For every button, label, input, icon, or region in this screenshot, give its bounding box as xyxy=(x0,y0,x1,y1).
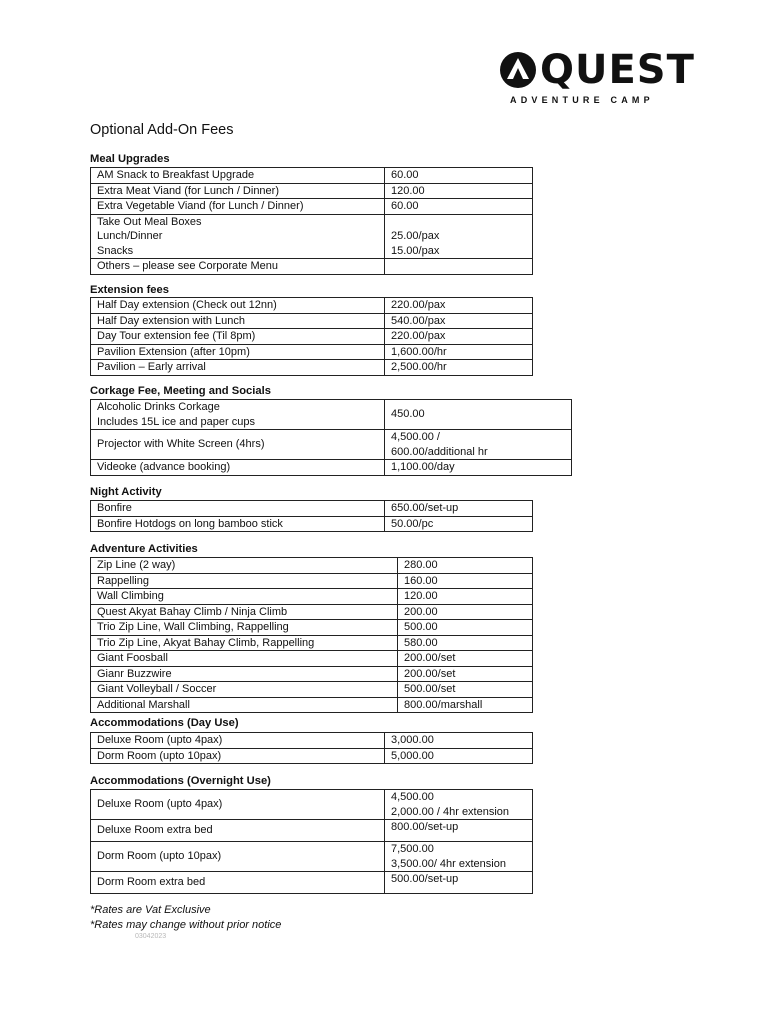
brand-tagline: ADVENTURE CAMP xyxy=(510,95,654,105)
table-row xyxy=(91,635,533,651)
item-cell: Giant Foosball xyxy=(91,651,398,667)
price-cell: 500.00/set xyxy=(398,682,533,698)
price-cell: 200.00/set xyxy=(398,651,533,667)
item-cell: Quest Akyat Bahay Climb / Ninja Climb xyxy=(91,604,398,620)
quest-logo xyxy=(498,47,695,110)
price-line: 4,500.00 / xyxy=(391,431,440,443)
item-cell: Rappelling xyxy=(91,573,398,589)
vat-note: *Rates are Vat Exclusive xyxy=(90,904,211,916)
item-cell: Giant Volleyball / Soccer xyxy=(91,682,398,698)
price-cell xyxy=(385,790,533,820)
item-cell: Pavilion Extension (after 10pm) xyxy=(91,344,385,360)
price-cell xyxy=(385,214,533,259)
tent-in-circle-icon xyxy=(498,50,538,90)
price-cell: 450.00 xyxy=(385,400,572,430)
item-cell: Dorm Room (upto 10pax) xyxy=(91,748,385,764)
item-cell: Additional Marshall xyxy=(91,697,398,713)
item-cell: Trio Zip Line, Akyat Bahay Climb, Rappelling xyxy=(91,635,398,651)
table-row xyxy=(91,733,533,749)
price-cell: 3,000.00 xyxy=(385,733,533,749)
price-cell xyxy=(385,259,533,275)
price-cell: 60.00 xyxy=(385,168,533,184)
price-cell: 800.00/set-up xyxy=(385,820,533,842)
meal-upgrades-table xyxy=(90,167,533,275)
price-cell: 280.00 xyxy=(398,558,533,574)
extension-fees-table xyxy=(90,297,533,376)
price-cell: 200.00/set xyxy=(398,666,533,682)
item-cell: Extra Meat Viand (for Lunch / Dinner) xyxy=(91,183,385,199)
item-cell: Bonfire xyxy=(91,501,385,517)
rate-change-note: *Rates may change without prior notice xyxy=(90,919,282,931)
table-row xyxy=(91,430,572,460)
price-cell: 580.00 xyxy=(398,635,533,651)
table-row xyxy=(91,298,533,314)
item-cell: Videoke (advance booking) xyxy=(91,460,385,476)
table-row xyxy=(91,259,533,275)
price-line: 25.00/pax xyxy=(391,230,440,242)
day-use-table xyxy=(90,732,533,764)
table-row xyxy=(91,183,533,199)
table-row xyxy=(91,501,533,517)
table-row xyxy=(91,400,572,430)
table-row xyxy=(91,214,533,259)
price-cell: 200.00 xyxy=(398,604,533,620)
item-cell: Trio Zip Line, Wall Climbing, Rappelling xyxy=(91,620,398,636)
table-row xyxy=(91,666,533,682)
section-heading-extension: Extension fees xyxy=(90,284,169,296)
table-row xyxy=(91,168,533,184)
price-cell: 800.00/marshall xyxy=(398,697,533,713)
item-cell: Deluxe Room (upto 4pax) xyxy=(91,790,385,820)
table-row xyxy=(91,748,533,764)
item-line: Includes 15L ice and paper cups xyxy=(97,415,255,428)
adventure-activities-table xyxy=(90,557,533,713)
document-title: Optional Add-On Fees xyxy=(90,122,234,138)
price-line: 4,500.00 xyxy=(391,791,434,803)
price-cell: 650.00/set-up xyxy=(385,501,533,517)
item-cell: Extra Vegetable Viand (for Lunch / Dinner) xyxy=(91,199,385,215)
corkage-table xyxy=(90,399,572,476)
item-line: Alcoholic Drinks Corkage xyxy=(97,401,220,413)
item-cell: Wall Climbing xyxy=(91,589,398,605)
table-row xyxy=(91,620,533,636)
table-row xyxy=(91,344,533,360)
overnight-use-table xyxy=(90,789,533,894)
section-heading-corkage: Corkage Fee, Meeting and Socials xyxy=(90,385,271,397)
price-line: 2,000.00 / 4hr extension xyxy=(391,805,510,818)
item-cell: Dorm Room extra bed xyxy=(91,872,385,894)
item-cell: Bonfire Hotdogs on long bamboo stick xyxy=(91,516,385,532)
table-row xyxy=(91,697,533,713)
table-row xyxy=(91,558,533,574)
price-cell: 160.00 xyxy=(398,573,533,589)
item-cell: Others – please see Corporate Menu xyxy=(91,259,385,275)
item-cell: Deluxe Room extra bed xyxy=(91,820,385,842)
table-row xyxy=(91,820,533,842)
price-cell xyxy=(385,430,572,460)
section-heading-overnight: Accommodations (Overnight Use) xyxy=(90,775,271,787)
price-cell: 50.00/pc xyxy=(385,516,533,532)
item-cell: Half Day extension with Lunch xyxy=(91,313,385,329)
night-activity-table xyxy=(90,500,533,532)
price-line: 600.00/additional hr xyxy=(391,445,488,458)
brand-name: QUEST xyxy=(540,47,695,93)
table-row xyxy=(91,329,533,345)
item-cell xyxy=(91,400,385,430)
price-cell: 120.00 xyxy=(398,589,533,605)
price-line xyxy=(391,215,526,230)
price-cell: 60.00 xyxy=(385,199,533,215)
item-cell xyxy=(91,214,385,259)
price-line: 7,500.00 xyxy=(391,843,434,855)
price-cell: 220.00/pax xyxy=(385,329,533,345)
price-cell: 5,000.00 xyxy=(385,748,533,764)
price-cell: 2,500.00/hr xyxy=(385,360,533,376)
item-cell: Projector with White Screen (4hrs) xyxy=(91,430,385,460)
item-cell: Deluxe Room (upto 4pax) xyxy=(91,733,385,749)
section-heading-adventure: Adventure Activities xyxy=(90,543,198,555)
price-line: 15.00/pax xyxy=(391,244,440,257)
price-cell: 1,600.00/hr xyxy=(385,344,533,360)
date-stamp: 03042023 xyxy=(135,933,167,940)
table-row xyxy=(91,516,533,532)
price-cell: 120.00 xyxy=(385,183,533,199)
table-row xyxy=(91,360,533,376)
item-cell: Day Tour extension fee (Til 8pm) xyxy=(91,329,385,345)
price-cell: 500.00/set-up xyxy=(385,872,533,894)
section-heading-meal: Meal Upgrades xyxy=(90,153,170,165)
table-row xyxy=(91,199,533,215)
item-cell: Zip Line (2 way) xyxy=(91,558,398,574)
table-row xyxy=(91,604,533,620)
price-cell xyxy=(385,842,533,872)
section-heading-day-use: Accommodations (Day Use) xyxy=(90,717,239,729)
table-row xyxy=(91,651,533,667)
table-row xyxy=(91,790,533,820)
table-row xyxy=(91,573,533,589)
section-heading-night: Night Activity xyxy=(90,486,162,498)
price-line: 3,500.00/ 4hr extension xyxy=(391,857,506,870)
item-line: Snacks xyxy=(97,244,134,257)
price-cell: 500.00 xyxy=(398,620,533,636)
table-row xyxy=(91,313,533,329)
price-cell: 540.00/pax xyxy=(385,313,533,329)
item-cell: Half Day extension (Check out 12nn) xyxy=(91,298,385,314)
item-line: Lunch/Dinner xyxy=(97,230,163,242)
item-line: Take Out Meal Boxes xyxy=(97,215,202,228)
item-cell: Dorm Room (upto 10pax) xyxy=(91,842,385,872)
price-cell: 1,100.00/day xyxy=(385,460,572,476)
item-cell: Pavilion – Early arrival xyxy=(91,360,385,376)
item-cell: AM Snack to Breakfast Upgrade xyxy=(91,168,385,184)
table-row xyxy=(91,682,533,698)
table-row xyxy=(91,589,533,605)
table-row xyxy=(91,842,533,872)
table-row xyxy=(91,872,533,894)
price-cell: 220.00/pax xyxy=(385,298,533,314)
table-row xyxy=(91,460,572,476)
item-cell: Gianr Buzzwire xyxy=(91,666,398,682)
